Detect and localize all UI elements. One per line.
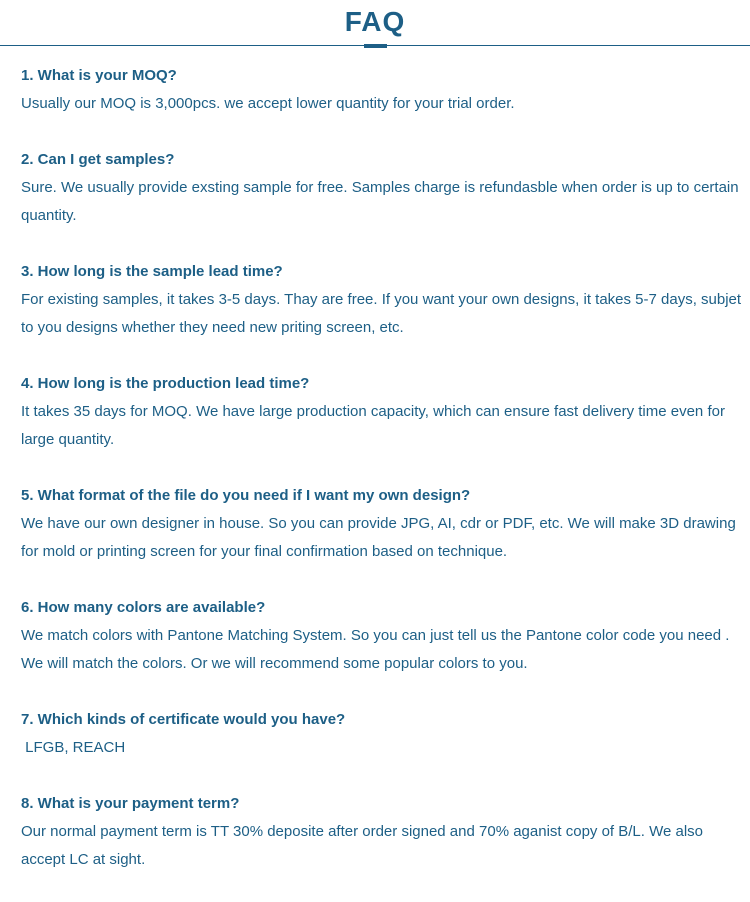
- faq-item-payment-term: [21, 790, 746, 874]
- page-title: FAQ: [344, 6, 406, 37]
- faq-item-samples: [21, 146, 746, 230]
- faq-question: 8. What is your payment term?: [21, 795, 240, 812]
- faq-answer: LFGB, REACH: [21, 739, 126, 756]
- faq-question: 3. How long is the sample lead time?: [21, 263, 283, 280]
- faq-question: 5. What format of the file do you need if I want my own design?: [21, 487, 471, 504]
- faq-list: [21, 62, 746, 902]
- faq-answer: For existing samples, it takes 3-5 days. Thay are free. If you want your own designs, it takes 5-7 days, subjet to you designs whether they need new priting screen, etc.: [21, 291, 746, 336]
- faq-header: [0, 0, 750, 52]
- faq-question: 1. What is your MOQ?: [21, 67, 177, 84]
- title-accent-bar: [364, 44, 387, 48]
- faq-answer: We have our own designer in house. So you can provide JPG, AI, cdr or PDF, etc. We will make 3D drawing for mold or printing screen for your final confirmation based on technique.: [21, 515, 740, 560]
- faq-question: 7. Which kinds of certificate would you have?: [21, 711, 346, 728]
- faq-answer: It takes 35 days for MOQ. We have large production capacity, which can ensure fast delivery time even for large quantity.: [21, 403, 730, 448]
- faq-item-colors: [21, 594, 746, 678]
- faq-question: 6. How many colors are available?: [21, 599, 266, 616]
- faq-answer: Sure. We usually provide exsting sample for free. Samples charge is refundasble when order is up to certain quantity.: [21, 179, 743, 224]
- faq-answer: Our normal payment term is TT 30% deposite after order signed and 70% aganist copy of B/L. We also accept LC at sight.: [21, 823, 708, 868]
- faq-item-moq: [21, 62, 746, 118]
- faq-answer: Usually our MOQ is 3,000pcs. we accept lower quantity for your trial order.: [21, 95, 515, 112]
- faq-question: 2. Can I get samples?: [21, 151, 175, 168]
- faq-item-sample-lead-time: [21, 258, 746, 342]
- faq-question: 4. How long is the production lead time?: [21, 375, 310, 392]
- faq-item-production-lead-time: [21, 370, 746, 454]
- faq-item-file-format: [21, 482, 746, 566]
- faq-item-certificate: [21, 706, 746, 762]
- faq-answer: We match colors with Pantone Matching System. So you can just tell us the Pantone color code you need . We will match the colors. Or we will recommend some popular colors to you.: [21, 627, 734, 672]
